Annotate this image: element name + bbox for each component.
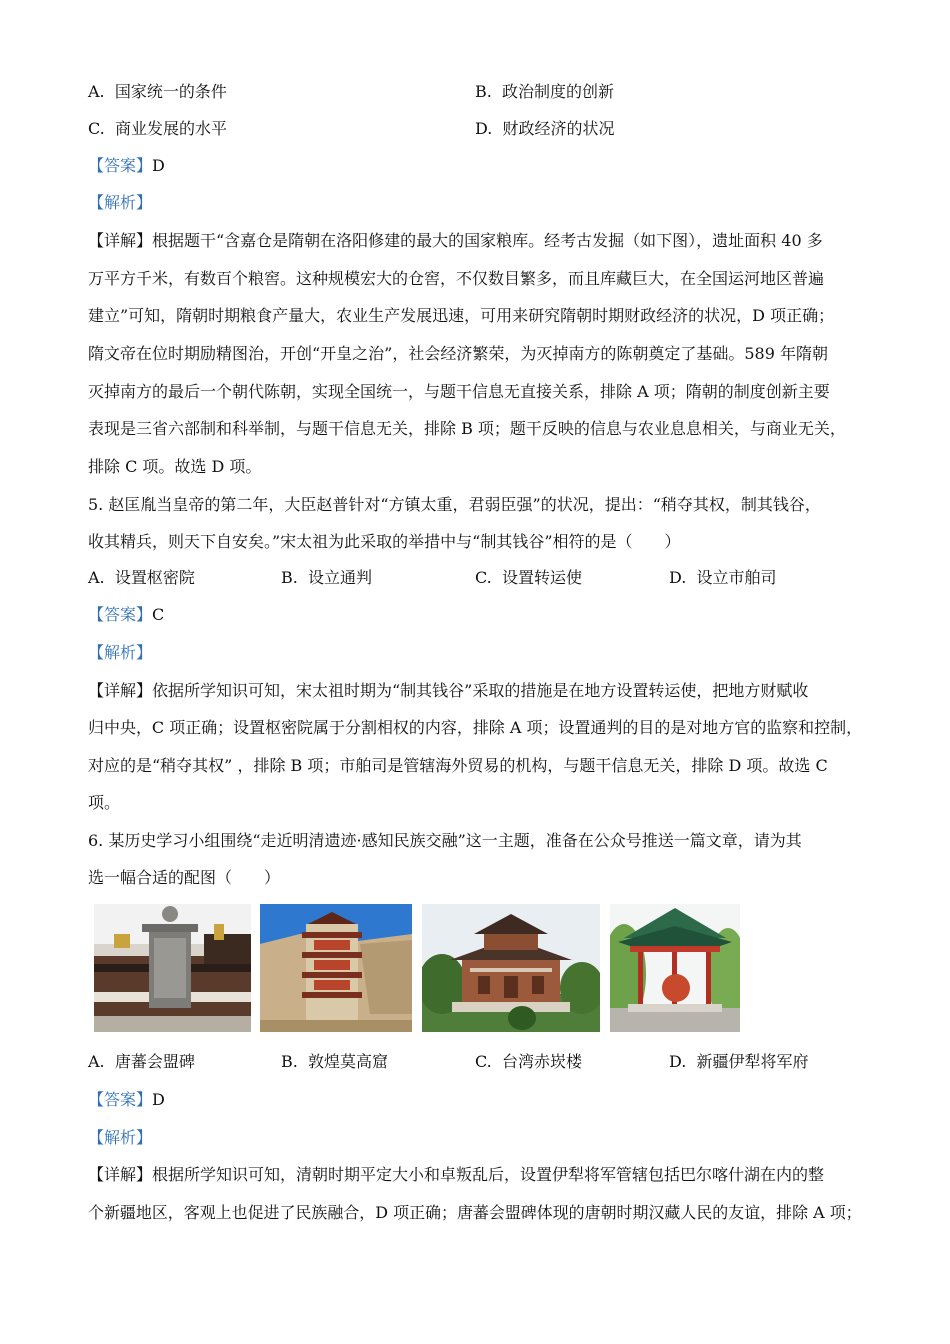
q6-detail-line: 个新疆地区，客观上也促进了民族融合，D 项正确；唐蕃会盟碑体现的唐朝时期汉藏人民的友谊，排除 A 项； [88,1203,862,1222]
q5-answer: 【答案】C [88,605,165,624]
q5-detail-line: 项。 [88,793,121,812]
q4-analysis-label: 【解析】 [88,193,153,212]
q6-analysis-label: 【解析】 [88,1128,153,1147]
q5-stem-line: 收其精兵，则天下自安矣。”宋太祖为此采取的举措中与“制其钱谷”相符的是（ ） [88,532,681,551]
q5-stem-line: 5. 赵匡胤当皇帝的第二年，大臣赵普针对“方镇太重，君弱臣强”的状况，提出：“稍夺其权，制其钱谷， [88,495,821,514]
q4-option-c: C. 商业发展的水平 [88,119,227,138]
photo-mogao-caves [260,904,412,1032]
q6-stem-line: 选一幅合适的配图（ ） [88,868,281,887]
q5-option-d: D. 设立市舶司 [669,568,777,587]
q5-detail-line: 对应的是“稍夺其权” ，排除 B 项；市舶司是管辖海外贸易的机构，与题干信息无关，排除 D 项。故选 C [88,756,828,775]
q4-detail-line: 灭掉南方的最后一个朝代陈朝，实现全国统一，与题干信息无直接关系，排除 A 项；隋朝的制度创新主要 [88,382,830,401]
q6-stem-line: 6. 某历史学习小组围绕“走近明清遗迹·感知民族交融”这一主题，准备在公众号推送一篇文章，请为其 [88,831,802,850]
photo-ili-general-mansion [610,904,740,1032]
q5-detail-line: 归中央，C 项正确；设置枢密院属于分割相权的内容，排除 A 项；设置通判的目的是对地方官的监察和控制， [88,718,863,737]
q5-option-b: B. 设立通判 [281,568,373,587]
q4-detail-line: 排除 C 项。故选 D 项。 [88,457,262,476]
q6-option-c: C. 台湾赤崁楼 [475,1052,582,1071]
q4-detail-line: 表现是三省六部制和科举制，与题干信息无关，排除 B 项；题干反映的信息与农业息息相关，与商业无关， [88,419,846,438]
q6-option-d: D. 新疆伊犁将军府 [669,1052,809,1071]
q4-detail-line: 万平方千米，有数百个粮窖。这种规模宏大的仓窖，不仅数目繁多，而且库藏巨大，在全国运河地区普遍 [88,269,825,288]
q4-option-a: A. 国家统一的条件 [88,82,227,101]
q4-option-d: D. 财政经济的状况 [475,119,615,138]
q4-option-b: B. 政治制度的创新 [475,82,615,101]
q5-option-a: A. 设置枢密院 [88,568,195,587]
q6-answer: 【答案】D [88,1090,165,1109]
q4-answer: 【答案】D [88,156,165,175]
photo-chikan-tower [422,904,600,1032]
q5-detail-line: 【详解】依据所学知识可知，宋太祖时期为“制其钱谷”采取的措施是在地方设置转运使，把地方财赋收 [88,681,809,700]
q5-analysis-label: 【解析】 [88,643,153,662]
q5-option-c: C. 设置转运使 [475,568,582,587]
q4-detail-line: 【详解】根据题干“含嘉仓是隋朝在洛阳修建的最大的国家粮库。经考古发掘（如下图），遗址面积 40 多 [88,231,823,250]
q6-option-a: A. 唐蕃会盟碑 [88,1052,195,1071]
q6-option-b: B. 敦煌莫高窟 [281,1052,389,1071]
q4-detail-line: 建立”可知，隋朝时期粮食产量大，农业生产发展迅速，可用来研究隋朝时期财政经济的状况，D 项正确； [88,306,835,325]
q4-detail-line: 隋文帝在位时期励精图治，开创“开皇之治”，社会经济繁荣，为灭掉南方的陈朝奠定了基础。589 年隋朝 [88,344,828,363]
q6-detail-line: 【详解】根据所学知识可知，清朝时期平定大小和卓叛乱后，设置伊犁将军管辖包括巴尔喀什湖在内的整 [88,1165,825,1184]
photo-tang-tibet-stele [94,904,251,1032]
